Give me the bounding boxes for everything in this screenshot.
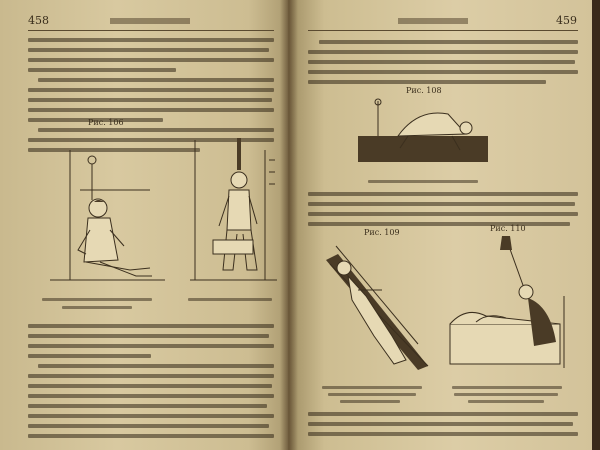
figure-110-label: Рис. 110 [490, 224, 526, 233]
right-page-number: 459 [556, 14, 577, 27]
figure-106-caption [42, 298, 152, 301]
left-page [0, 0, 292, 450]
left-bottom-text-block [28, 324, 274, 444]
right-running-header [398, 18, 468, 24]
right-header-rule [308, 30, 578, 31]
figure-107-illustration [185, 130, 280, 290]
figure-108-caption [368, 180, 478, 183]
figure-106-illustration [40, 130, 170, 290]
figure-108-illustration [348, 96, 498, 176]
left-running-header [110, 18, 190, 24]
book-gutter [280, 0, 298, 450]
figure-110-caption [452, 386, 562, 389]
figure-110-illustration [446, 236, 576, 380]
left-header-rule [28, 30, 274, 31]
right-bottom-text-block [308, 412, 578, 442]
right-top-text-block [308, 40, 578, 90]
figure-109-illustration [318, 240, 438, 380]
right-middle-text-block [308, 192, 578, 232]
background-edge [592, 0, 600, 450]
figure-106-label: Рис. 106 [88, 118, 124, 127]
figure-109-label: Рис. 109 [364, 228, 400, 237]
figure-108-label: Рис. 108 [406, 86, 442, 95]
figure-109-caption [322, 386, 422, 389]
figure-107-caption [188, 298, 272, 301]
right-page [288, 0, 592, 450]
left-page-number: 458 [28, 14, 49, 27]
